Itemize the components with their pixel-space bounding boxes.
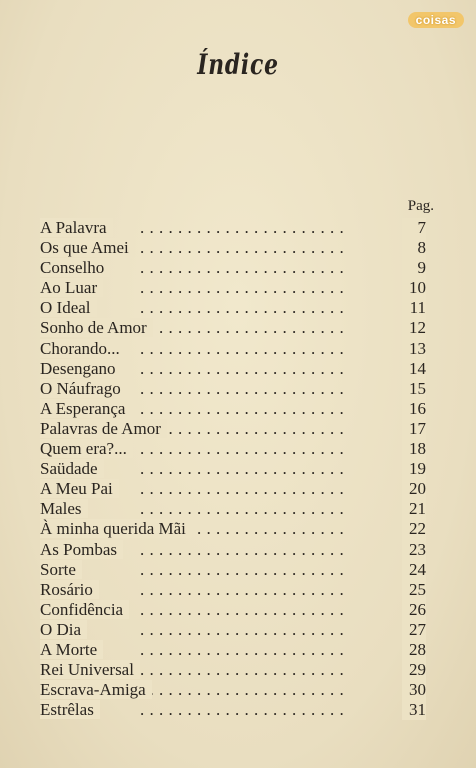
- toc-entry-page-number: 31: [402, 700, 426, 720]
- toc-entry-page-number: 22: [402, 519, 426, 539]
- toc-entry-title: À minha querida Mãi: [40, 519, 192, 538]
- toc-entry[interactable]: [40, 620, 426, 640]
- toc-entry[interactable]: [40, 379, 426, 399]
- toc-entry-page-number: 21: [402, 499, 426, 519]
- toc-entry-page-number: 10: [402, 278, 426, 298]
- watermark-logo: coisas: [408, 12, 464, 28]
- toc-entry-page-number: 9: [402, 258, 426, 278]
- toc-entry-page-number: 18: [402, 439, 426, 459]
- toc-entry-title: Rosário: [40, 580, 99, 599]
- toc-entry[interactable]: [40, 560, 426, 580]
- toc-entry-page-number: 24: [402, 560, 426, 580]
- toc-entry-title: As Pombas: [40, 540, 123, 559]
- toc-entry-page-number: 15: [402, 379, 426, 399]
- toc-entry[interactable]: [40, 359, 426, 379]
- toc-entry-title: O Náufrago: [40, 379, 127, 398]
- toc-entry-title: Chorando...: [40, 339, 126, 358]
- toc-entry-title: Quem era?...: [40, 439, 133, 458]
- toc-entry-title: A Esperança: [40, 399, 131, 418]
- toc-entry-page-number: 23: [402, 540, 426, 560]
- toc-entry-page-number: 11: [402, 298, 426, 318]
- toc-entry[interactable]: [40, 580, 426, 600]
- toc-entry-page-number: 7: [402, 218, 426, 238]
- toc-entry-title: Escrava-Amiga: [40, 680, 152, 699]
- toc-entry-page-number: 12: [402, 318, 426, 338]
- toc-entry[interactable]: [40, 258, 426, 278]
- toc-entry-page-number: 8: [402, 238, 426, 258]
- toc-entry-title: A Meu Pai: [40, 479, 119, 498]
- toc-entry-page-number: 28: [402, 640, 426, 660]
- toc-entry[interactable]: [40, 339, 426, 359]
- toc-entry-title: A Palavra: [40, 218, 113, 237]
- toc-entry-title: Sonho de Amor: [40, 318, 153, 337]
- toc-entry[interactable]: [40, 459, 426, 479]
- toc-entry[interactable]: [40, 479, 426, 499]
- toc-entry-title: Palavras de Amor: [40, 419, 167, 438]
- toc-entry-page-number: 14: [402, 359, 426, 379]
- toc-entry-page-number: 17: [402, 419, 426, 439]
- toc-entry[interactable]: [40, 238, 426, 258]
- toc-entry-page-number: 26: [402, 600, 426, 620]
- toc-entry-page-number: 19: [402, 459, 426, 479]
- page-column-label: Pag.: [407, 198, 434, 214]
- toc-entry-title: Conselho: [40, 258, 110, 277]
- toc-entry[interactable]: [40, 680, 426, 700]
- toc-entry-title: O Ideal: [40, 298, 97, 317]
- toc-entry-title: A Morte: [40, 640, 103, 659]
- toc-entry-page-number: 27: [402, 620, 426, 640]
- toc-entry-title: Rei Universal: [40, 660, 140, 679]
- toc-entry[interactable]: [40, 399, 426, 419]
- toc-entry[interactable]: [40, 218, 426, 238]
- toc-entry[interactable]: [40, 419, 426, 439]
- page-title: Índice: [197, 48, 279, 81]
- toc-entry-title: Ao Luar: [40, 278, 103, 297]
- toc-entry[interactable]: [40, 660, 426, 680]
- toc-entry-page-number: 29: [402, 660, 426, 680]
- toc-entry[interactable]: [40, 318, 426, 338]
- toc-entry-page-number: 13: [402, 339, 426, 359]
- toc-entry-title: Saüdade: [40, 459, 104, 478]
- toc-entry[interactable]: [40, 278, 426, 298]
- toc-entry[interactable]: [40, 298, 426, 318]
- toc-entry-page-number: 25: [402, 580, 426, 600]
- toc-entry-page-number: 16: [402, 399, 426, 419]
- toc-entry[interactable]: [40, 700, 426, 720]
- toc-entry-page-number: 30: [402, 680, 426, 700]
- toc-entry-title: O Dia: [40, 620, 87, 639]
- toc-entry-title: Sorte: [40, 560, 82, 579]
- toc-entry-title: Estrêlas: [40, 700, 100, 719]
- toc-entry[interactable]: [40, 519, 426, 539]
- toc-entry-title: Males: [40, 499, 88, 518]
- toc-entry-title: Desengano: [40, 359, 122, 378]
- toc-entry[interactable]: [40, 439, 426, 459]
- toc-entry-page-number: 20: [402, 479, 426, 499]
- table-of-contents: [40, 218, 426, 720]
- toc-entry[interactable]: [40, 640, 426, 660]
- toc-entry-title: Confidência: [40, 600, 129, 619]
- toc-entry[interactable]: [40, 540, 426, 560]
- toc-entry[interactable]: [40, 600, 426, 620]
- toc-entry[interactable]: [40, 499, 426, 519]
- toc-entry-title: Os que Amei: [40, 238, 135, 257]
